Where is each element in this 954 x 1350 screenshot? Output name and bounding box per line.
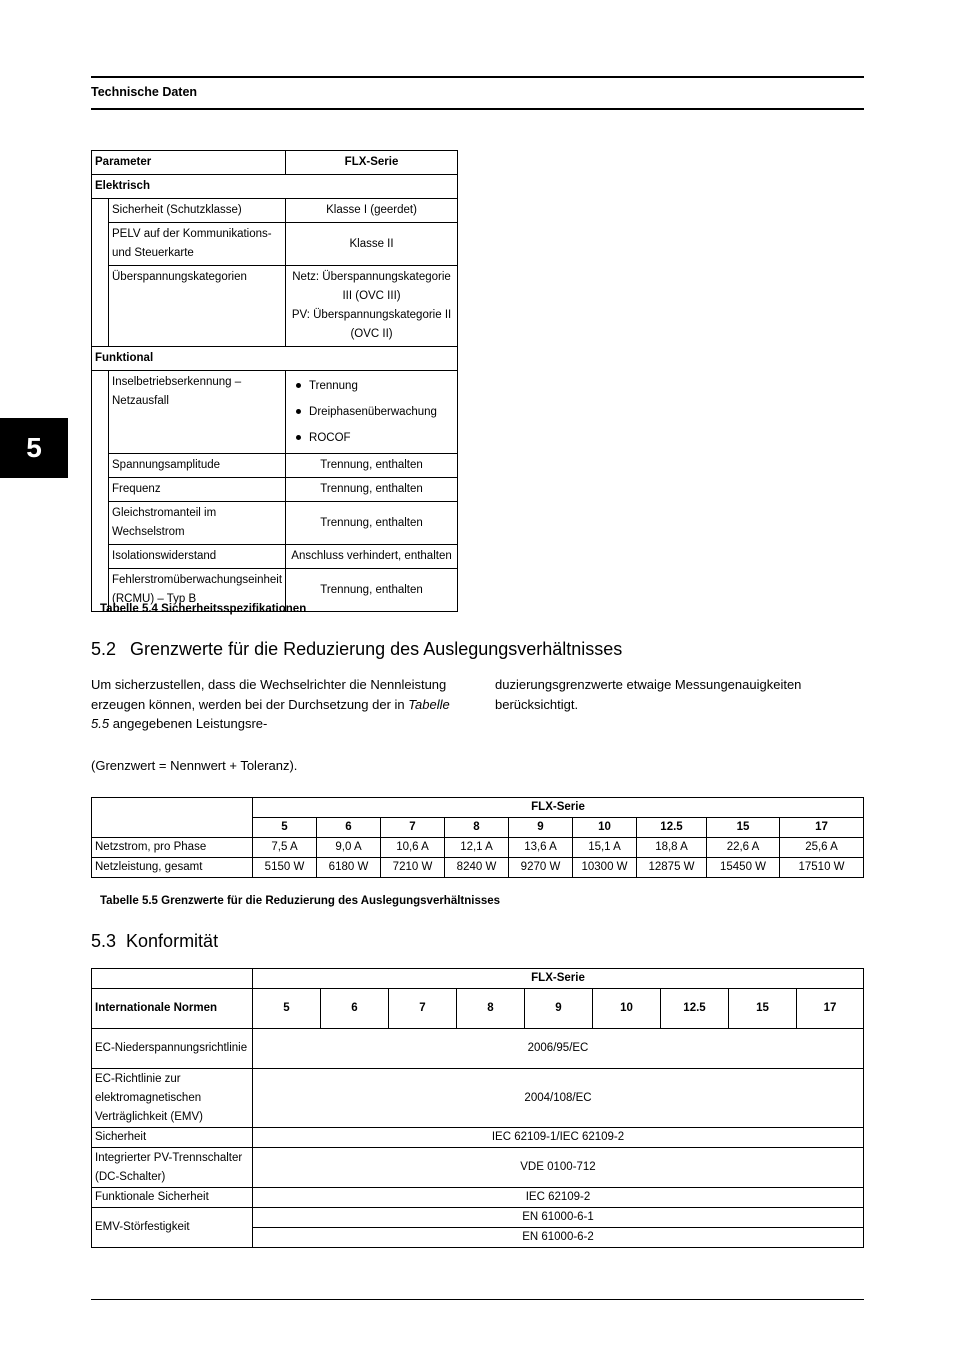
table-row — [92, 1148, 864, 1188]
value-cell: 5150 W — [253, 858, 317, 878]
model-cell: 12.5 — [637, 818, 707, 838]
table-caption: Tabelle 5.4 Sicherheitsspezifikationen — [100, 603, 307, 615]
value-cell: 7,5 A — [253, 838, 317, 858]
table-row — [92, 454, 458, 478]
param-cell: PELV auf der Kommunikations- und Steuerkarte — [109, 223, 286, 266]
model-cell: 7 — [381, 818, 445, 838]
value-cell — [286, 266, 458, 347]
row-label: Funktionale Sicherheit — [92, 1188, 253, 1208]
paragraph-text: Um sicherzustellen, dass die Wechselrichter die Nennleistung erzeugen können, werden bei der Durchsetzung der in — [91, 677, 447, 712]
model-cell: 15 — [707, 818, 780, 838]
series-header: FLX-Serie — [253, 969, 864, 989]
model-cell: 8 — [445, 818, 509, 838]
row-label: EMV-Störfestigkeit — [92, 1208, 253, 1248]
model-cell: 5 — [253, 818, 317, 838]
model-cell: 7 — [389, 989, 457, 1029]
value-cell: 12,1 A — [445, 838, 509, 858]
table-header-row — [92, 969, 864, 989]
value-cell: 9270 W — [509, 858, 573, 878]
value-cell: 25,6 A — [780, 838, 864, 858]
value-cell: VDE 0100-712 — [253, 1148, 864, 1188]
row-label: Netzleistung, gesamt — [92, 858, 253, 878]
paragraph-col2: duzierungsgrenzwerte etwaige Messungenauigkeiten berücksichtigt. — [495, 677, 802, 712]
empty-corner-cell — [92, 798, 253, 838]
header-bottom-rule — [91, 108, 864, 110]
section-label: Funktional — [92, 347, 458, 371]
table-caption: Tabelle 5.5 Grenzwerte für die Reduzierung des Auslegungsverhältnisses — [100, 895, 501, 907]
row-label: EC-Richtlinie zur elektromagnetischen Verträglichkeit (EMV) — [92, 1069, 253, 1128]
model-cell: 6 — [317, 818, 381, 838]
model-cell: 9 — [525, 989, 593, 1029]
value-cell: Trennung, enthalten — [286, 454, 458, 478]
model-cell: 9 — [509, 818, 573, 838]
value-line: PV: Überspannungskategorie II (OVC II) — [291, 309, 452, 340]
table-row — [92, 858, 864, 878]
section-title: Konformität — [126, 931, 219, 951]
value-cell: 15,1 A — [573, 838, 637, 858]
model-cell: 17 — [780, 818, 864, 838]
section-row — [92, 347, 458, 371]
value-cell: 10,6 A — [381, 838, 445, 858]
header-top-rule — [91, 76, 864, 78]
value-cell: Trennung, enthalten — [286, 478, 458, 502]
formula-note: (Grenzwert = Nennwert + Toleranz). — [91, 758, 298, 773]
indent-cell — [92, 199, 109, 347]
value-cell: 18,8 A — [637, 838, 707, 858]
param-cell: Spannungsamplitude — [109, 454, 286, 478]
model-cell: 15 — [729, 989, 797, 1029]
value-cell: Trennung, enthalten — [286, 569, 458, 612]
chapter-tab: 5 — [0, 418, 68, 478]
value-cell: 13,6 A — [509, 838, 573, 858]
section-title: Grenzwerte für die Reduzierung des Auslegungsverhältnisses — [130, 639, 623, 659]
model-cell: 17 — [797, 989, 864, 1029]
param-cell: Sicherheit (Schutzklasse) — [109, 199, 286, 223]
param-cell: Fehlerstromüberwachungseinheit (RCMU) – Typ B — [109, 569, 286, 612]
table-row — [92, 371, 458, 454]
section-heading — [91, 639, 622, 660]
header-cell: Parameter — [92, 151, 286, 175]
list-item: ROCOF — [289, 425, 454, 451]
value-cell: IEC 62109-1/IEC 62109-2 — [253, 1128, 864, 1148]
param-cell: Gleichstromanteil im Wechselstrom — [109, 502, 286, 545]
model-cell: 10 — [573, 818, 637, 838]
header-cell: FLX-Serie — [286, 151, 458, 175]
paragraph-text: angegebenen Leistungsre- — [109, 716, 268, 731]
section-label: Elektrisch — [92, 175, 458, 199]
value-cell: IEC 62109-2 — [253, 1188, 864, 1208]
value-cell: EN 61000-6-1 — [253, 1208, 864, 1228]
value-cell: Anschluss verhindert, enthalten — [286, 545, 458, 569]
table-row — [92, 502, 458, 545]
value-cell: 2006/95/EC — [253, 1029, 864, 1069]
table-row — [92, 1188, 864, 1208]
param-cell: Inselbetriebserkennung – Netzausfall — [109, 371, 286, 454]
section-number: 5.3 — [91, 931, 117, 951]
param-cell: Überspannungskategorien — [109, 266, 286, 347]
value-cell: 17510 W — [780, 858, 864, 878]
value-cell: EN 61000-6-2 — [253, 1228, 864, 1248]
value-cell: 15450 W — [707, 858, 780, 878]
model-cell: 5 — [253, 989, 321, 1029]
table-row — [92, 838, 864, 858]
indent-cell — [92, 371, 109, 612]
table-row — [92, 478, 458, 502]
list-item: Trennung — [289, 373, 454, 399]
model-cell: 8 — [457, 989, 525, 1029]
value-cell: 7210 W — [381, 858, 445, 878]
value-cell: Klasse II — [286, 223, 458, 266]
model-cell: 12.5 — [661, 989, 729, 1029]
table-row — [92, 545, 458, 569]
table-row — [92, 266, 458, 347]
table-row — [92, 223, 458, 266]
derating-limits-table — [91, 797, 864, 878]
footer-rule — [91, 1299, 864, 1300]
conformity-table — [91, 968, 864, 1248]
column-label: Internationale Normen — [92, 989, 253, 1029]
row-label: EC-Niederspannungsrichtlinie — [92, 1029, 253, 1069]
param-cell: Isolationswiderstand — [109, 545, 286, 569]
section-number: 5.2 — [91, 639, 117, 659]
row-label: Integrierter PV-Trennschalter (DC-Schalter) — [92, 1148, 253, 1188]
table-row — [92, 1029, 864, 1069]
param-cell: Frequenz — [109, 478, 286, 502]
table-header-row — [92, 151, 458, 175]
empty-corner-cell — [92, 969, 253, 989]
value-cell: 12875 W — [637, 858, 707, 878]
series-header: FLX-Serie — [253, 798, 864, 818]
table-row — [92, 1208, 864, 1228]
row-label: Sicherheit — [92, 1128, 253, 1148]
value-cell: Trennung, enthalten — [286, 502, 458, 545]
header-title: Technische Daten — [91, 85, 198, 99]
value-cell: 8240 W — [445, 858, 509, 878]
value-cell: 10300 W — [573, 858, 637, 878]
table-row — [92, 1069, 864, 1128]
value-line: Netz: Überspannungskategorie III (OVC III) — [292, 271, 451, 302]
table-row — [92, 1128, 864, 1148]
value-cell: 2004/108/EC — [253, 1069, 864, 1128]
paragraph-col1 — [91, 675, 463, 734]
value-cell: 6180 W — [317, 858, 381, 878]
value-cell: 22,6 A — [707, 838, 780, 858]
table-header-row — [92, 798, 864, 818]
section-heading — [91, 931, 218, 952]
model-cell: 6 — [321, 989, 389, 1029]
bullet-list — [289, 373, 454, 451]
list-item: Dreiphasenüberwachung — [289, 399, 454, 425]
value-cell — [286, 371, 458, 454]
row-label: Netzstrom, pro Phase — [92, 838, 253, 858]
model-cell: 10 — [593, 989, 661, 1029]
table-reference: Tabelle 5.5 — [91, 696, 450, 731]
safety-spec-table — [91, 150, 458, 612]
value-cell: Klasse I (geerdet) — [286, 199, 458, 223]
model-row — [92, 989, 864, 1029]
section-row — [92, 175, 458, 199]
table-row — [92, 199, 458, 223]
value-cell: 9,0 A — [317, 838, 381, 858]
